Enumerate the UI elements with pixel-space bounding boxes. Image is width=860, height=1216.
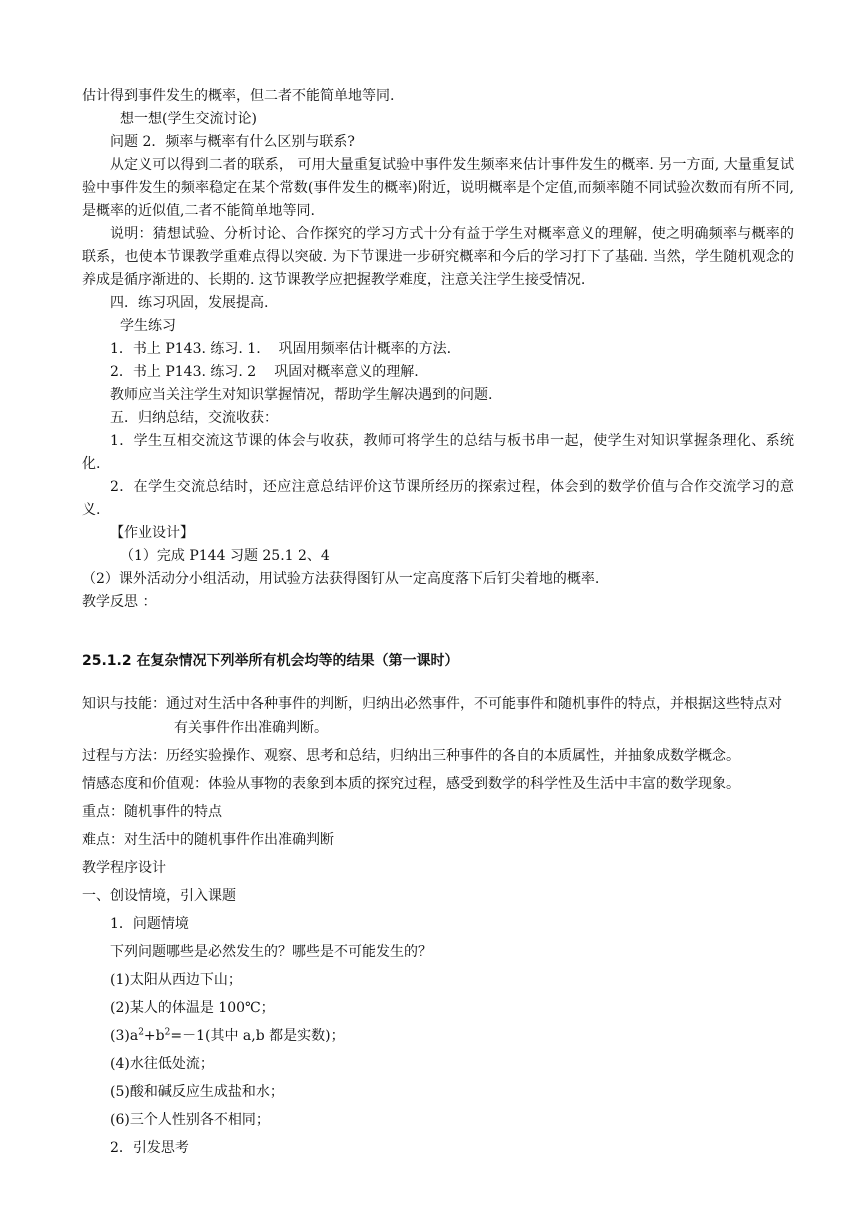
exercise-goal: 巩固用频率估计概率的方法.: [278, 341, 452, 357]
formula-part: (3)a: [110, 1028, 139, 1044]
exercise-1: [82, 338, 794, 361]
exercise-2: [82, 361, 794, 384]
homework-2: （2）课外活动分小组活动，用试验方法获得图钉从一定高度落下后钉尖着地的概率.: [82, 571, 600, 587]
summary-1: [82, 430, 794, 476]
key-point: 重点：随机事件的特点: [82, 804, 222, 820]
question-2: 问题 2．频率与概率有什么区别与联系?: [110, 134, 355, 150]
paragraph-note: [82, 223, 794, 292]
homework-heading: 【作业设计】: [110, 525, 194, 541]
text-line: 学生练习: [120, 318, 176, 334]
text-line: 估计得到事件发生的概率，但二者不能简单地等同.: [82, 88, 395, 104]
paragraph-relation: [82, 154, 794, 223]
paragraph-text: 从定义可以得到二者的联系， 可用大量重复试验中事件发生频率来估计事件发生的概率. 另一方面, 大量重复试验中事件发生的频率稳定在某个常数(事件发生的概率)附近，说明概率是个定值,而频率随不同试验次数而有所不同,是概率的近似值,二者不能简单地等同.: [82, 157, 794, 219]
summary-2: [82, 476, 794, 522]
question-text: 下列问题哪些是必然发生的？哪些是不可能发生的？: [110, 944, 432, 960]
objective-attitude: 情感态度和价值观：体验从事物的表象到本质的探究过程，感受到数学的科学性及生活中丰富的数学现象。: [82, 776, 740, 792]
problem-situation: 1．问题情境: [110, 916, 189, 932]
exercise-ref: 2．书上 P143. 练习. 2: [110, 364, 257, 380]
lesson-title: [82, 650, 794, 673]
text-line: 想一想(学生交流讨论): [120, 111, 257, 127]
heading-step-4: 四．练习巩固，发展提高.: [110, 295, 269, 311]
heading-think: 2．引发思考: [110, 1140, 189, 1156]
exercise-ref: 1．书上 P143. 练习. 1.: [110, 341, 261, 357]
superscript: 2: [138, 1027, 144, 1038]
list-item: [82, 1024, 794, 1048]
heading-step-5: 五．归纳总结，交流收获：: [110, 410, 278, 426]
homework-1: （1）完成 P144 习题 25.1 2、4: [120, 548, 330, 564]
superscript: 2: [164, 1027, 171, 1038]
formula-part: =－1(其中 a,b 都是实数)；: [170, 1028, 345, 1044]
heading-part-1: 一、创设情境，引入课题: [82, 888, 236, 904]
list-item: (2)某人的体温是 100℃；: [110, 1000, 275, 1016]
paragraph-text: 1．学生互相交流这节课的体会与收获，教师可将学生的总结与板书串一起，使学生对知识掌握条理化、系统化.: [82, 433, 794, 472]
section-objectives: [82, 692, 794, 1160]
list-item: (5)酸和碱反应生成盐和水；: [110, 1084, 284, 1100]
list-item: (1)太阳从西边下山；: [110, 972, 242, 988]
program-design: 教学程序设计: [82, 860, 166, 876]
formula-part: +b: [143, 1028, 165, 1044]
objective-knowledge: 知识与技能：通过对生活中各种事件的判断，归纳出必然事件，不可能事件和随机事件的特点，并根据这些特点对有关事件作出准确判断。: [82, 696, 782, 736]
section-title: 25.1.2 在复杂情况下列举所有机会均等的结果（第一课时）: [82, 653, 459, 669]
exercise-goal: 巩固对概率意义的理解.: [274, 364, 419, 380]
objective-method: 过程与方法：历经实验操作、观察、思考和总结，归纳出三种事件的各自的本质属性，并抽象成数学概念。: [82, 748, 740, 764]
paragraph-text: 2．在学生交流总结时，还应注意总结评价这节课所经历的探索过程，体会到的数学价值与合作交流学习的意义.: [82, 479, 794, 518]
reflection: 教学反思 ：: [82, 594, 157, 610]
paragraph-text: 说明：猜想试验、分析讨论、合作探究的学习方式十分有益于学生对概率意义的理解，使之明确频率与概率的联系，也使本节课教学重难点得以突破. 为下节课进一步研究概率和今后的学习打下了基础. 当然，学生随机观念的养成是循序渐进的、长期的. 这节课教学应把握教学难度，注意关注学生接受情况.: [82, 226, 794, 288]
list-item: (4)水往低处流；: [110, 1056, 214, 1072]
section-frequency-probability: [82, 85, 794, 614]
difficult-point: 难点：对生活中的随机事件作出准确判断: [82, 832, 334, 848]
list-item: (6)三个人性别各不相同；: [110, 1112, 270, 1128]
text-line: 教师应当关注学生对知识掌握情况，帮助学生解决遇到的问题.: [110, 387, 493, 403]
